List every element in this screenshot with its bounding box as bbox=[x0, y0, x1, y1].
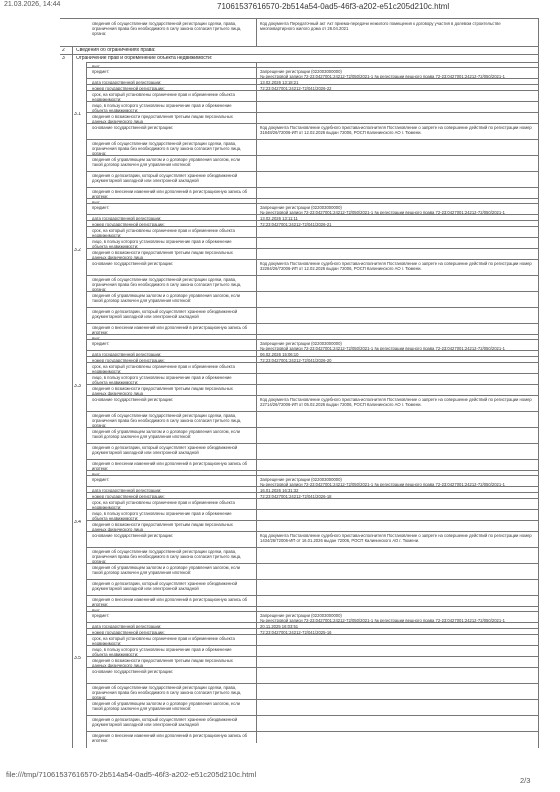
field-value-entry: № реестровой записи 72-23:0427001:24212-72/050/2021-1 № регистрации вещного права 72-23:0427001:24212-72/050/2021-1 bbox=[260, 481, 505, 487]
field-value-entry: № реестровой записи 72-23:0427001:24212-72/050/2021-1 № регистрации вещного права 72-23:0427001:24212-72/050/2021-1 bbox=[260, 209, 505, 215]
print-header bbox=[0, 0, 560, 14]
field-value-number: 72:23:0427001:24212-72/041/2026-18 bbox=[260, 493, 332, 499]
field-label: сведения об управляющем залогом и о договоре управления залогом, если такой договор заключен для управления ипотекой: bbox=[92, 564, 241, 575]
field-value-entry: № реестровой записи 72-23:0427001:24212-72/050/2021-1 № регистрации вещного права 72-23:0427001:24212-72/050/2021-1 bbox=[260, 73, 505, 79]
field-label: сведения об осуществлении государственной регистрации сделки, права, ограничения права без необходимого в силу закона согласия третьего лица, органа: bbox=[92, 684, 242, 700]
field-value-date: 06.02.2026 15:06:10 bbox=[260, 351, 299, 357]
field-label: лицо, в пользу которого установлены ограничение прав и обременение объекта недвижимости: bbox=[92, 510, 232, 521]
record-field-row bbox=[86, 395, 538, 412]
field-value-entry: № реестровой записи 72-23:0427001:24212-72/050/2021-1 № регистрации вещного права 72-23:0427001:24212-72/050/2021-1 bbox=[260, 345, 505, 351]
field-label: лицо, в пользу которого установлены ограничение прав и обременение объекта недвижимости: bbox=[92, 238, 232, 249]
field-label: дата государственной регистрации: bbox=[92, 487, 162, 493]
field-label: срок, на который установлены ограничение прав и обременение объекта недвижимости: bbox=[92, 91, 235, 102]
field-value-number: 72:23:0427001:24212-72/041/2025-16 bbox=[260, 629, 332, 635]
record-field-row bbox=[86, 427, 538, 444]
field-label: предмет: bbox=[92, 612, 110, 618]
record-number: 3.4 bbox=[74, 520, 81, 525]
record-number: 3.5 bbox=[74, 656, 81, 661]
record-number: 3.3 bbox=[74, 384, 81, 389]
field-label: сведения о депозитарии, который осуществляет хранение обездвиженной документарной закладной или электронной закладной bbox=[92, 172, 238, 183]
file-url: file:///tmp/71061537616570-2b514a54-0ad5-46f3-a202-e51c205d210c.html bbox=[6, 770, 257, 779]
field-label: срок, на который установлены ограничение прав и обременение объекта недвижимости: bbox=[92, 363, 235, 374]
field-label: номер государственной регистрации: bbox=[92, 629, 165, 635]
field-label: сведения об управляющем залогом и о договоре управления залогом, если такой договор заключен для управления ипотекой: bbox=[92, 156, 241, 167]
field-value-subject: Запрещение регистрации (022003000000) bbox=[260, 476, 342, 482]
field-value-number: 72:23:0427001:24212-72/041/2026-21 bbox=[260, 221, 332, 227]
field-label: дата государственной регистрации: bbox=[92, 215, 162, 221]
record-number: 3.1 bbox=[74, 112, 81, 117]
field-label: сведения о депозитарии, который осуществляет хранение обездвиженной документарной закладной или электронной закладной bbox=[92, 716, 238, 727]
field-label: основание государственной регистрации: bbox=[92, 260, 174, 266]
record-field-row bbox=[86, 699, 538, 716]
field-value-subject: Запрещение регистрации (022003000000) bbox=[260, 68, 342, 74]
field-label: номер государственной регистрации: bbox=[92, 221, 165, 227]
record-field-row bbox=[86, 731, 538, 743]
record-field-row bbox=[86, 531, 538, 548]
field-label: предмет: bbox=[92, 340, 110, 346]
field-value-date: 13.02.2026 13:18:21 bbox=[260, 79, 299, 85]
field-label: сведения об осуществлении государственной регистрации сделки, права, ограничения права без необходимого в силу закона согласия третьего лица, органа: bbox=[92, 412, 242, 428]
record-field-row bbox=[86, 715, 538, 732]
record-field-row bbox=[86, 563, 538, 580]
field-label: сведения о внесении изменений или дополнений в регистрационную запись об ипотеке: bbox=[92, 188, 248, 199]
field-label: вид: bbox=[92, 607, 101, 612]
field-label: сведения об осуществлении государственной регистрации сделки, права, ограничения права без необходимого в силу закона согласия третьего лица, органа: bbox=[92, 140, 242, 156]
field-value-subject: Запрещение регистрации (022003000000) bbox=[260, 204, 342, 210]
field-label: сведения о внесении изменений или дополнений в регистрационную запись об ипотеке: bbox=[92, 732, 248, 743]
field-label: сведения о депозитарии, который осуществляет хранение обездвиженной документарной закладной или электронной закладной bbox=[92, 308, 238, 319]
record-field-row bbox=[86, 411, 538, 428]
field-label: лицо, в пользу которого установлены ограничение прав и обременение объекта недвижимости: bbox=[92, 374, 232, 385]
field-label: сведения об управляющем залогом и о договоре управления залогом, если такой договор заключен для управления ипотекой: bbox=[92, 428, 241, 439]
field-label: вид: bbox=[92, 199, 101, 204]
top-right-text: Код документа Передаточный акт Акт приема-передачи нежилого помещения к договору участия в долевом строительстве многоквартирного жилого дома от 26.04.2021 bbox=[260, 21, 501, 31]
top-block-row bbox=[60, 18, 538, 47]
field-label: номер государственной регистрации: bbox=[92, 493, 165, 499]
field-label: предмет: bbox=[92, 204, 110, 210]
field-value-basis: Код документа Постановление судебного пристава-исполнителя Постановление о запрете на совершение действий по регистрации номер 22714/26/72006-ИП от 05.02.2026 выдан 72006, РОСП Калининского АО г. Тюмени. bbox=[260, 396, 532, 407]
record-number: 3.2 bbox=[74, 248, 81, 253]
section-title: Сведения об ограничениях права: bbox=[76, 48, 156, 53]
field-label: сведения о депозитарии, который осуществляет хранение обездвиженной документарной закладной или электронной закладной bbox=[92, 580, 238, 591]
field-value-entry: № реестровой записи 72-23:0427001:24212-72/050/2021-1 № регистрации вещного права 72-23:0427001:24212-72/050/2021-1 bbox=[260, 617, 505, 623]
field-value-basis bbox=[260, 669, 534, 684]
record-field-row bbox=[86, 275, 538, 292]
field-label: сведения о внесении изменений или дополнений в регистрационную запись об ипотеке: bbox=[92, 324, 248, 335]
field-label: основание государственной регистрации: bbox=[92, 668, 174, 674]
field-label: основание государственной регистрации: bbox=[92, 396, 174, 402]
section-number: 3 bbox=[62, 56, 65, 61]
field-label: лицо, в пользу которого установлены ограничение прав и обременение объекта недвижимости: bbox=[92, 646, 232, 657]
field-label: основание государственной регистрации: bbox=[92, 124, 174, 130]
field-label: вид: bbox=[92, 471, 101, 476]
field-label: срок, на который установлены ограничение прав и обременение объекта недвижимости: bbox=[92, 499, 235, 510]
record-field-row bbox=[86, 307, 538, 324]
field-label: сведения о возможности предоставления третьим лицам персональных данных физического лица bbox=[92, 385, 233, 396]
field-label: номер государственной регистрации: bbox=[92, 85, 165, 91]
record-field-row bbox=[86, 667, 538, 684]
record-field-row bbox=[86, 291, 538, 308]
print-date: 21.03.2026, 14:44 bbox=[4, 1, 61, 8]
field-value-subject: Запрещение регистрации (022003000000) bbox=[260, 612, 342, 618]
field-label: сведения об управляющем залогом и о договоре управления залогом, если такой договор заключен для управления ипотекой: bbox=[92, 292, 241, 303]
field-label: сведения о депозитарии, который осуществляет хранение обездвиженной документарной закладной или электронной закладной bbox=[92, 444, 238, 455]
field-value-subject: Запрещение регистрации (022003000000) bbox=[260, 340, 342, 346]
field-label: лицо, в пользу которого установлены ограничение прав и обременение объекта недвижимости: bbox=[92, 102, 232, 113]
field-value-date: 20.11.2025 16:03:51 bbox=[260, 623, 299, 629]
page-number: 2/3 bbox=[520, 776, 531, 785]
field-value-basis: Код документа Постановление судебного пристава-исполнителя Постановление о запрете на совершение действий по регистрации номер 31848/26/72006-ИП от 12.02.2026 выдан 72006, РОСП Калининского АО г. Тюмени. bbox=[260, 124, 532, 135]
field-label: срок, на который установлены ограничение прав и обременение объекта недвижимости: bbox=[92, 635, 235, 646]
field-label: дата государственной регистрации: bbox=[92, 623, 162, 629]
field-label: сведения о возможности предоставления третьим лицам персональных данных физического лица bbox=[92, 113, 233, 124]
field-label: сведения об осуществлении государственной регистрации сделки, права, ограничения права без необходимого в силу закона согласия третьего лица, органа: bbox=[92, 548, 242, 564]
record-field-row bbox=[86, 579, 538, 596]
field-label: сведения о возможности предоставления третьим лицам персональных данных физического лица bbox=[92, 249, 233, 260]
field-value-number: 72:23:0427001:24212-72/041/2026-20 bbox=[260, 357, 332, 363]
extract-table bbox=[60, 18, 538, 748]
record-field-row bbox=[86, 155, 538, 172]
field-value-basis: Код документа Постановление судебного пристава-исполнителя Постановление о запрете на совершение действий по регистрации номер 32284/26/72006-ИП от 12.02.2026 выдан 72006, РОСП Калининского АО г. Тюмени. bbox=[260, 260, 532, 271]
record-field-row bbox=[86, 443, 538, 460]
field-label: сведения о внесении изменений или дополнений в регистрационную запись об ипотеке: bbox=[92, 596, 248, 607]
document-filename: 71061537616570-2b514a54-0ad5-46f3-a202-e51c205d210c.html bbox=[217, 2, 450, 11]
record-field-row bbox=[86, 139, 538, 156]
field-label: предмет: bbox=[92, 476, 110, 482]
field-label: вид: bbox=[92, 335, 101, 340]
field-label: сведения о возможности предоставления третьим лицам персональных данных физического лица bbox=[92, 521, 233, 532]
field-label: сведения о внесении изменений или дополнений в регистрационную запись об ипотеке: bbox=[92, 460, 248, 471]
section-number: 2 bbox=[62, 48, 65, 53]
field-value-basis: Код документа Постановление судебного пристава-исполнителя Постановление о запрете на совершение действий по регистрации номер 1434/26/72006-ИП от 16.01.2026 выдан 72006, РОСП Калининского АО г. Тюмени. bbox=[260, 532, 532, 543]
record-field-row bbox=[86, 683, 538, 700]
record-field-row bbox=[86, 259, 538, 276]
record-field-row bbox=[86, 547, 538, 564]
field-label: номер государственной регистрации: bbox=[92, 357, 165, 363]
field-label: основание государственной регистрации: bbox=[92, 532, 174, 538]
section-title: Ограничение прав и обременение объекта недвижимости: bbox=[76, 56, 213, 61]
field-label: вид: bbox=[92, 63, 101, 68]
field-label: срок, на который установлены ограничение прав и обременение объекта недвижимости: bbox=[92, 227, 235, 238]
field-label: дата государственной регистрации: bbox=[92, 351, 162, 357]
record-field-row bbox=[86, 123, 538, 140]
field-label: дата государственной регистрации: bbox=[92, 79, 162, 85]
field-value-number: 72:23:0427001:24212-72/041/2026-22 bbox=[260, 85, 332, 91]
top-left-text: сведения об осуществлении государственной регистрации сделки, права, ограничения права без необходимого в силу закона согласия третьего лица, органа: bbox=[92, 21, 242, 36]
field-label: сведения об управляющем залогом и о договоре управления залогом, если такой договор заключен для управления ипотекой: bbox=[92, 700, 241, 711]
record-field-row bbox=[86, 171, 538, 188]
field-label: предмет: bbox=[92, 68, 110, 74]
field-label: сведения о возможности предоставления третьим лицам персональных данных физического лица bbox=[92, 657, 233, 668]
field-label: сведения об осуществлении государственной регистрации сделки, права, ограничения права без необходимого в силу закона согласия третьего лица, органа: bbox=[92, 276, 242, 292]
field-value-date: 16.01.2026 16:31:32 bbox=[260, 487, 299, 493]
field-value-date: 13.02.2026 13:11:11 bbox=[260, 215, 298, 221]
